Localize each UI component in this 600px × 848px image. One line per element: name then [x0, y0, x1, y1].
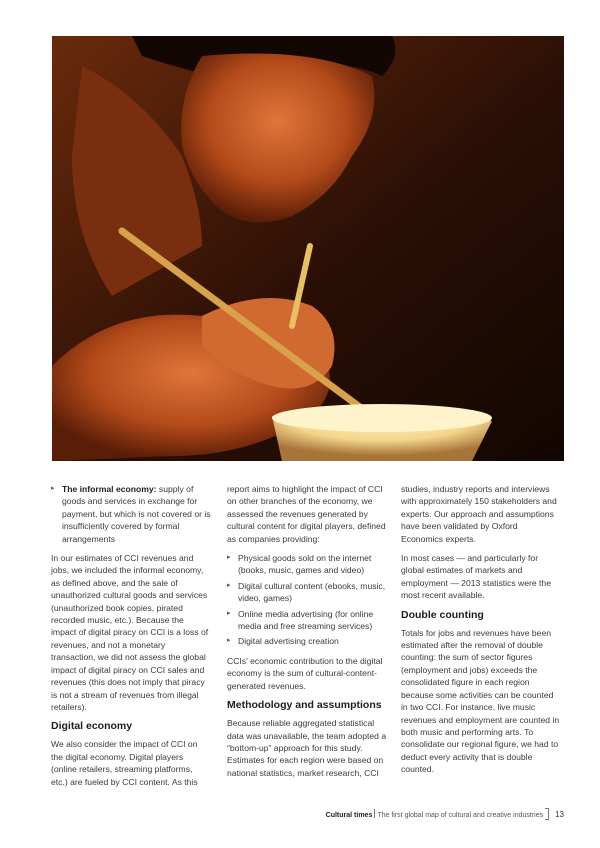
- bracket-divider: [545, 808, 549, 820]
- artisan-painting-bowl-image: [52, 36, 564, 461]
- paragraph: In our estimates of CCI revenues and jobs, we included the informal economy, as defined above, and the sale of unauthorized cultural goods and services (unauthorized book copies, pirated recorded music, etc.). Because the impact of digital piracy on CCI is a loss of revenues, and not a monetary transaction, we did not assess the global impact of digital piracy on CCI sales and revenues (this does not imply that piracy is not a stream of revenues from illegal retailers).: [51, 553, 209, 712]
- paragraph: Totals for jobs and revenues have been estimated after the removal of double counting: the sum of sector figures (employment and jobs) exceeds the consolidated figure in each region because some activities can be counted in two CCI. For instance, live music revenues and employment are counted in both music and performing arts. To consolidate our regional figure, we had to deduct every activity that is double counted.: [401, 627, 560, 775]
- list-item: ▸ Digital advertising creation: [227, 635, 387, 647]
- section-heading: Double counting: [401, 608, 484, 621]
- digital-players-list: [227, 552, 387, 648]
- paragraph: In most cases — and particularly for global estimates of markets and employment — 2013 statistics were the most recent available.: [401, 553, 551, 601]
- paragraph: We also consider the impact of CCI on the digital economy. Digital players (online retailers, streaming platforms, etc.) are fueled by CCI content. As this: [51, 739, 198, 787]
- section-heading: Methodology and assumptions: [227, 699, 382, 712]
- column-2: [227, 483, 387, 786]
- paragraph: studies, industry reports and interviews with approximately 150 stakeholders and experts. Our approach and assumptions have been validated by Oxford Economics experts.: [401, 484, 557, 544]
- divider: [374, 809, 375, 818]
- section-heading: Digital economy: [51, 720, 133, 733]
- definition-list: [51, 483, 211, 545]
- list-item: ▸ Physical goods sold on the internet (books, music, games and video): [227, 552, 387, 577]
- term: The informal economy:: [62, 484, 157, 494]
- page-footer: [326, 808, 564, 820]
- publication-title: Cultural times: [325, 812, 373, 819]
- list-item: ▸ Digital cultural content (ebooks, music, video, games): [227, 580, 387, 605]
- paragraph: CCIs' economic contribution to the digital economy is the sum of cultural-content-generated revenues.: [227, 655, 383, 691]
- definition: supply of goods and services in exchange for payment, but which is not covered or is insufficiently covered by formal arrangements: [62, 484, 211, 544]
- hero-photo: [52, 36, 564, 461]
- publication-subtitle: The first global map of cultural and creative industries: [377, 812, 544, 819]
- list-item: [51, 483, 211, 545]
- paragraph: report aims to highlight the impact of CCI on other branches of the economy, we assessed the revenues generated by cultural content for digital players, defined as companies providing:: [227, 484, 386, 544]
- list-item: ▸ Online media advertising (for online media and free streaming services): [227, 608, 387, 633]
- column-1: [51, 483, 211, 795]
- column-3: [401, 483, 561, 783]
- paragraph: Because reliable aggregated statistical data was unavailable, the team adopted a “bottom-up” approach for this study. Estimates for each region were based on national statistics, market research, CCI: [227, 718, 387, 778]
- page-number: 13: [555, 810, 564, 819]
